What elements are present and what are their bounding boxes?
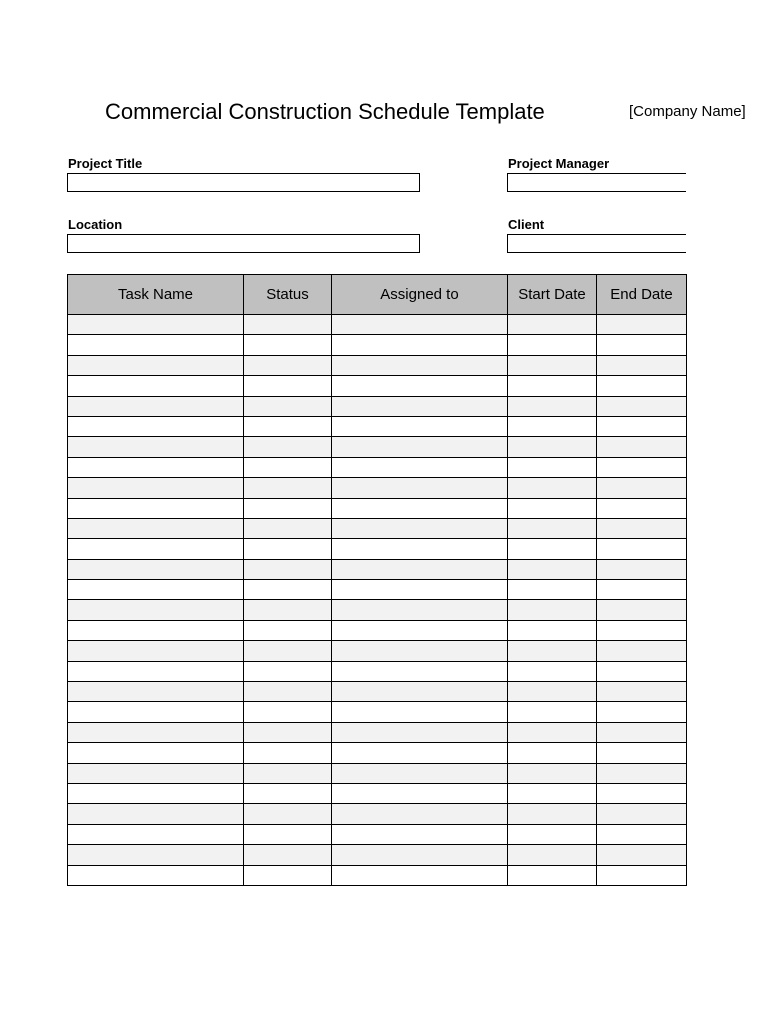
cell-start-date[interactable] — [508, 824, 597, 844]
cell-end-date[interactable] — [597, 437, 687, 457]
cell-status[interactable] — [244, 580, 332, 600]
table-row — [68, 376, 687, 396]
schedule-table — [67, 274, 687, 886]
table-row — [68, 682, 687, 702]
cell-status[interactable] — [244, 702, 332, 722]
cell-start-date[interactable] — [508, 559, 597, 579]
cell-start-date[interactable] — [508, 518, 597, 538]
cell-task-name[interactable] — [68, 600, 244, 620]
cell-start-date[interactable] — [508, 804, 597, 824]
cell-status[interactable] — [244, 518, 332, 538]
column-header-end-date: End Date — [597, 275, 687, 315]
cell-task-name[interactable] — [68, 315, 244, 335]
cell-assigned-to[interactable] — [332, 743, 508, 763]
table-row — [68, 865, 687, 885]
cell-status[interactable] — [244, 783, 332, 803]
cell-start-date[interactable] — [508, 661, 597, 681]
table-row — [68, 396, 687, 416]
cell-start-date[interactable] — [508, 743, 597, 763]
cell-end-date[interactable] — [597, 335, 687, 355]
cell-task-name[interactable] — [68, 580, 244, 600]
cell-task-name[interactable] — [68, 702, 244, 722]
cell-task-name[interactable] — [68, 763, 244, 783]
cell-assigned-to[interactable] — [332, 641, 508, 661]
table-row — [68, 498, 687, 518]
cell-end-date[interactable] — [597, 682, 687, 702]
cell-assigned-to[interactable] — [332, 580, 508, 600]
cell-assigned-to[interactable] — [332, 824, 508, 844]
table-row — [68, 824, 687, 844]
schedule-body — [68, 315, 687, 886]
cell-end-date[interactable] — [597, 620, 687, 640]
company-name-container — [629, 103, 746, 123]
cell-end-date[interactable] — [597, 376, 687, 396]
table-row — [68, 600, 687, 620]
cell-end-date[interactable] — [597, 478, 687, 498]
column-header-assigned-to: Assigned to — [332, 275, 508, 315]
cell-status[interactable] — [244, 437, 332, 457]
table-row — [68, 335, 687, 355]
cell-status[interactable] — [244, 600, 332, 620]
table-row — [68, 315, 687, 335]
cell-task-name[interactable] — [68, 539, 244, 559]
cell-end-date[interactable] — [597, 416, 687, 436]
cell-status[interactable] — [244, 763, 332, 783]
cell-assigned-to[interactable] — [332, 539, 508, 559]
cell-status[interactable] — [244, 682, 332, 702]
company-name-placeholder[interactable]: [Company Name] — [629, 103, 746, 120]
cell-task-name[interactable] — [68, 743, 244, 763]
cell-start-date[interactable] — [508, 396, 597, 416]
client-label: Client — [508, 217, 545, 232]
cell-assigned-to[interactable] — [332, 355, 508, 375]
cell-task-name[interactable] — [68, 559, 244, 579]
table-row — [68, 559, 687, 579]
column-header-start-date: Start Date — [508, 275, 597, 315]
cell-start-date[interactable] — [508, 580, 597, 600]
cell-start-date[interactable] — [508, 865, 597, 885]
cell-assigned-to[interactable] — [332, 335, 508, 355]
table-row — [68, 539, 687, 559]
cell-assigned-to[interactable] — [332, 478, 508, 498]
table-row — [68, 845, 687, 865]
cell-start-date[interactable] — [508, 498, 597, 518]
cell-status[interactable] — [244, 396, 332, 416]
cell-assigned-to[interactable] — [332, 437, 508, 457]
table-row — [68, 763, 687, 783]
table-row — [68, 457, 687, 477]
project-manager-label: Project Manager — [508, 156, 610, 171]
cell-status[interactable] — [244, 804, 332, 824]
project-manager-field[interactable] — [507, 173, 686, 192]
cell-status[interactable] — [244, 865, 332, 885]
column-header-status: Status — [244, 275, 332, 315]
table-row — [68, 416, 687, 436]
cell-status[interactable] — [244, 743, 332, 763]
cell-end-date[interactable] — [597, 498, 687, 518]
cell-end-date[interactable] — [597, 600, 687, 620]
cell-end-date[interactable] — [597, 865, 687, 885]
cell-start-date[interactable] — [508, 376, 597, 396]
cell-assigned-to[interactable] — [332, 763, 508, 783]
location-label: Location — [68, 217, 123, 232]
cell-task-name[interactable] — [68, 518, 244, 538]
cell-start-date[interactable] — [508, 600, 597, 620]
cell-start-date[interactable] — [508, 315, 597, 335]
cell-start-date[interactable] — [508, 763, 597, 783]
table-row — [68, 702, 687, 722]
cell-task-name[interactable] — [68, 355, 244, 375]
client-field[interactable] — [507, 234, 686, 253]
cell-end-date[interactable] — [597, 518, 687, 538]
cell-end-date[interactable] — [597, 763, 687, 783]
cell-start-date[interactable] — [508, 335, 597, 355]
cell-assigned-to[interactable] — [332, 661, 508, 681]
cell-status[interactable] — [244, 355, 332, 375]
cell-start-date[interactable] — [508, 416, 597, 436]
cell-end-date[interactable] — [597, 355, 687, 375]
location-field[interactable] — [67, 234, 420, 253]
cell-end-date[interactable] — [597, 580, 687, 600]
cell-start-date[interactable] — [508, 437, 597, 457]
cell-task-name[interactable] — [68, 376, 244, 396]
cell-status[interactable] — [244, 661, 332, 681]
cell-task-name[interactable] — [68, 845, 244, 865]
cell-end-date[interactable] — [597, 539, 687, 559]
cell-assigned-to[interactable] — [332, 804, 508, 824]
table-row — [68, 478, 687, 498]
table-row — [68, 641, 687, 661]
cell-task-name[interactable] — [68, 682, 244, 702]
cell-assigned-to[interactable] — [332, 682, 508, 702]
cell-status[interactable] — [244, 315, 332, 335]
cell-end-date[interactable] — [597, 824, 687, 844]
cell-end-date[interactable] — [597, 661, 687, 681]
cell-assigned-to[interactable] — [332, 457, 508, 477]
cell-status[interactable] — [244, 722, 332, 742]
cell-status[interactable] — [244, 845, 332, 865]
table-row — [68, 722, 687, 742]
cell-end-date[interactable] — [597, 702, 687, 722]
cell-assigned-to[interactable] — [332, 783, 508, 803]
cell-assigned-to[interactable] — [332, 376, 508, 396]
cell-assigned-to[interactable] — [332, 396, 508, 416]
cell-assigned-to[interactable] — [332, 865, 508, 885]
table-row — [68, 437, 687, 457]
cell-task-name[interactable] — [68, 498, 244, 518]
cell-status[interactable] — [244, 824, 332, 844]
cell-start-date[interactable] — [508, 478, 597, 498]
cell-status[interactable] — [244, 498, 332, 518]
table-row — [68, 804, 687, 824]
cell-task-name[interactable] — [68, 661, 244, 681]
cell-task-name[interactable] — [68, 783, 244, 803]
cell-end-date[interactable] — [597, 845, 687, 865]
cell-start-date[interactable] — [508, 722, 597, 742]
cell-assigned-to[interactable] — [332, 518, 508, 538]
cell-assigned-to[interactable] — [332, 620, 508, 640]
cell-assigned-to[interactable] — [332, 315, 508, 335]
cell-end-date[interactable] — [597, 641, 687, 661]
cell-task-name[interactable] — [68, 335, 244, 355]
cell-start-date[interactable] — [508, 783, 597, 803]
cell-task-name[interactable] — [68, 478, 244, 498]
cell-assigned-to[interactable] — [332, 722, 508, 742]
cell-task-name[interactable] — [68, 396, 244, 416]
cell-end-date[interactable] — [597, 804, 687, 824]
cell-task-name[interactable] — [68, 457, 244, 477]
column-header-task-name: Task Name — [68, 275, 244, 315]
cell-status[interactable] — [244, 457, 332, 477]
table-header-row — [68, 275, 687, 315]
cell-status[interactable] — [244, 376, 332, 396]
cell-task-name[interactable] — [68, 641, 244, 661]
cell-end-date[interactable] — [597, 396, 687, 416]
table-row — [68, 580, 687, 600]
cell-end-date[interactable] — [597, 559, 687, 579]
cell-start-date[interactable] — [508, 845, 597, 865]
project-title-label: Project Title — [68, 156, 143, 171]
cell-status[interactable] — [244, 539, 332, 559]
project-title-field[interactable] — [67, 173, 420, 192]
table-row — [68, 743, 687, 763]
table-row — [68, 783, 687, 803]
cell-assigned-to[interactable] — [332, 498, 508, 518]
cell-end-date[interactable] — [597, 315, 687, 335]
cell-assigned-to[interactable] — [332, 702, 508, 722]
cell-assigned-to[interactable] — [332, 845, 508, 865]
table-row — [68, 620, 687, 640]
cell-start-date[interactable] — [508, 641, 597, 661]
cell-status[interactable] — [244, 335, 332, 355]
cell-start-date[interactable] — [508, 355, 597, 375]
cell-status[interactable] — [244, 559, 332, 579]
cell-start-date[interactable] — [508, 620, 597, 640]
cell-task-name[interactable] — [68, 416, 244, 436]
cell-task-name[interactable] — [68, 437, 244, 457]
cell-assigned-to[interactable] — [332, 559, 508, 579]
cell-end-date[interactable] — [597, 783, 687, 803]
cell-start-date[interactable] — [508, 682, 597, 702]
cell-assigned-to[interactable] — [332, 600, 508, 620]
cell-task-name[interactable] — [68, 722, 244, 742]
cell-task-name[interactable] — [68, 865, 244, 885]
cell-status[interactable] — [244, 620, 332, 640]
cell-status[interactable] — [244, 416, 332, 436]
page-title: Commercial Construction Schedule Template — [105, 99, 545, 124]
cell-end-date[interactable] — [597, 743, 687, 763]
cell-end-date[interactable] — [597, 457, 687, 477]
cell-task-name[interactable] — [68, 824, 244, 844]
cell-end-date[interactable] — [597, 722, 687, 742]
table-row — [68, 518, 687, 538]
cell-assigned-to[interactable] — [332, 416, 508, 436]
table-row — [68, 355, 687, 375]
cell-start-date[interactable] — [508, 539, 597, 559]
cell-task-name[interactable] — [68, 804, 244, 824]
cell-status[interactable] — [244, 641, 332, 661]
cell-start-date[interactable] — [508, 457, 597, 477]
table-row — [68, 661, 687, 681]
cell-task-name[interactable] — [68, 620, 244, 640]
cell-start-date[interactable] — [508, 702, 597, 722]
cell-status[interactable] — [244, 478, 332, 498]
